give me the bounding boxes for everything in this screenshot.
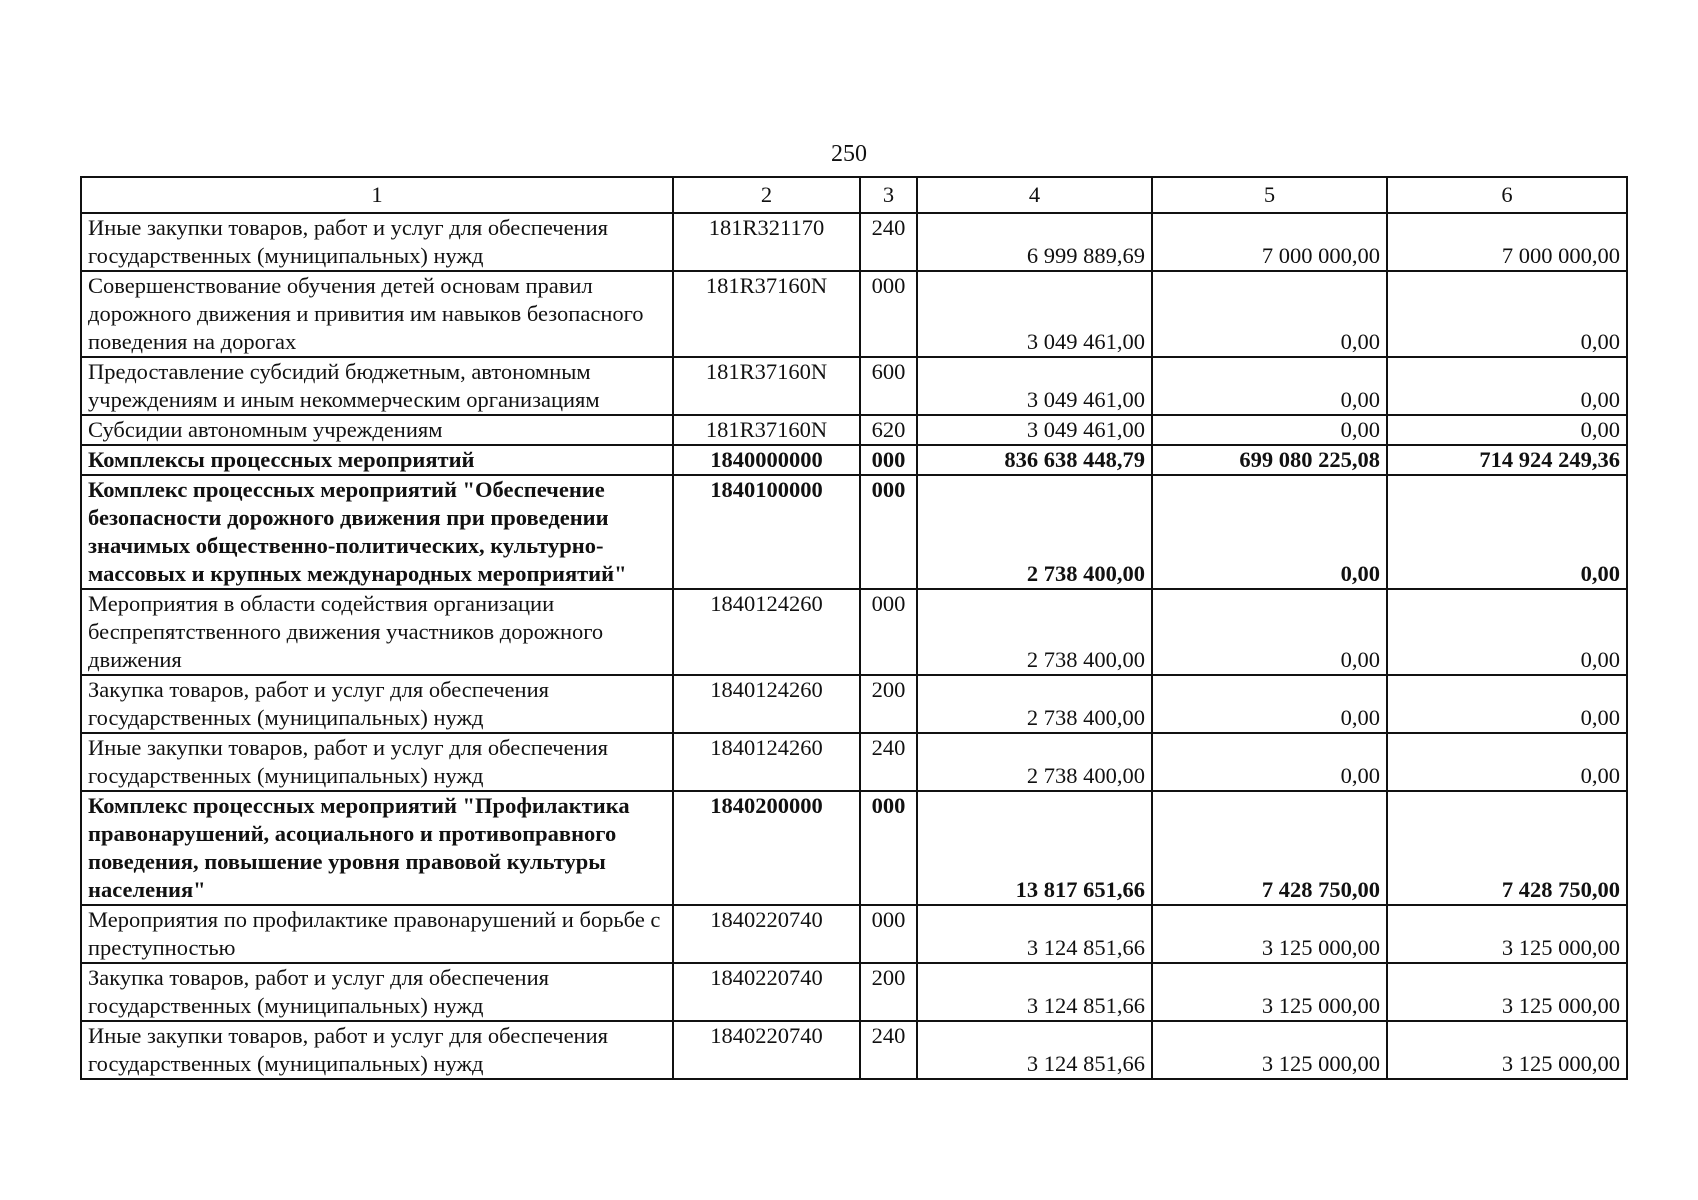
row-name-cell: Иные закупки товаров, работ и услуг для обеспечения государственных (муниципальных) нужд	[81, 733, 673, 791]
table-row	[81, 1021, 1627, 1079]
column-header: 2	[673, 177, 860, 213]
row-code-cell: 1840124260	[673, 733, 860, 791]
row-value-col6: 0,00	[1387, 675, 1627, 733]
row-value-col5: 3 125 000,00	[1152, 905, 1387, 963]
row-kind-cell: 000	[860, 589, 917, 675]
row-value-col4: 2 738 400,00	[917, 675, 1152, 733]
row-value-col6: 3 125 000,00	[1387, 1021, 1627, 1079]
row-kind-cell: 200	[860, 963, 917, 1021]
row-value-col6: 7 000 000,00	[1387, 213, 1627, 271]
table-row	[81, 271, 1627, 357]
row-kind-cell: 240	[860, 733, 917, 791]
row-value-col4: 2 738 400,00	[917, 733, 1152, 791]
row-value-col4: 2 738 400,00	[917, 475, 1152, 589]
row-value-col5: 0,00	[1152, 589, 1387, 675]
row-value-col6: 0,00	[1387, 733, 1627, 791]
row-code-cell: 1840124260	[673, 675, 860, 733]
row-value-col6: 0,00	[1387, 589, 1627, 675]
row-kind-cell: 000	[860, 271, 917, 357]
row-value-col5: 7 000 000,00	[1152, 213, 1387, 271]
column-number-row	[81, 177, 1627, 213]
column-header: 6	[1387, 177, 1627, 213]
table-row	[81, 905, 1627, 963]
row-kind-cell: 620	[860, 415, 917, 445]
row-value-col4: 3 124 851,66	[917, 963, 1152, 1021]
row-value-col5: 699 080 225,08	[1152, 445, 1387, 475]
row-kind-cell: 000	[860, 791, 917, 905]
row-name-cell: Предоставление субсидий бюджетным, автономным учреждениям и иным некоммерческим организациям	[81, 357, 673, 415]
row-name-cell: Субсидии автономным учреждениям	[81, 415, 673, 445]
row-name-cell: Мероприятия в области содействия организации беспрепятственного движения участников дорожного движения	[81, 589, 673, 675]
row-code-cell: 1840124260	[673, 589, 860, 675]
row-code-cell: 1840200000	[673, 791, 860, 905]
row-code-cell: 1840100000	[673, 475, 860, 589]
row-name-cell: Совершенствование обучения детей основам правил дорожного движения и привития им навыков безопасного поведения на дорогах	[81, 271, 673, 357]
row-value-col5: 0,00	[1152, 271, 1387, 357]
table-row	[81, 213, 1627, 271]
page-number: 250	[831, 141, 867, 167]
table-row	[81, 475, 1627, 589]
row-value-col4: 3 049 461,00	[917, 415, 1152, 445]
row-code-cell: 1840220740	[673, 963, 860, 1021]
row-value-col4: 3 049 461,00	[917, 357, 1152, 415]
table-row	[81, 733, 1627, 791]
row-value-col5: 0,00	[1152, 415, 1387, 445]
row-value-col5: 7 428 750,00	[1152, 791, 1387, 905]
table-row	[81, 357, 1627, 415]
row-kind-cell: 240	[860, 1021, 917, 1079]
table-row	[81, 963, 1627, 1021]
row-name-cell: Комплексы процессных мероприятий	[81, 445, 673, 475]
row-value-col6: 0,00	[1387, 271, 1627, 357]
row-value-col6: 7 428 750,00	[1387, 791, 1627, 905]
row-kind-cell: 000	[860, 445, 917, 475]
row-code-cell: 181R321170	[673, 213, 860, 271]
row-kind-cell: 000	[860, 475, 917, 589]
row-value-col6: 0,00	[1387, 357, 1627, 415]
row-value-col6: 3 125 000,00	[1387, 963, 1627, 1021]
budget-table	[80, 176, 1628, 1080]
row-name-cell: Комплекс процессных мероприятий "Обеспечение безопасности дорожного движения при проведении значимых общественно-политических, культурно-массовых и крупных международных мероприятий"	[81, 475, 673, 589]
row-value-col4: 13 817 651,66	[917, 791, 1152, 905]
row-value-col5: 3 125 000,00	[1152, 963, 1387, 1021]
row-value-col4: 3 124 851,66	[917, 1021, 1152, 1079]
row-code-cell: 1840000000	[673, 445, 860, 475]
row-value-col5: 3 125 000,00	[1152, 1021, 1387, 1079]
row-value-col4: 836 638 448,79	[917, 445, 1152, 475]
row-value-col6: 0,00	[1387, 415, 1627, 445]
row-value-col5: 0,00	[1152, 357, 1387, 415]
row-value-col6: 0,00	[1387, 475, 1627, 589]
row-name-cell: Комплекс процессных мероприятий "Профилактика правонарушений, асоциального и противоправного поведения, повышение уровня правовой культуры населения"	[81, 791, 673, 905]
table-row	[81, 589, 1627, 675]
row-value-col4: 3 049 461,00	[917, 271, 1152, 357]
row-value-col6: 714 924 249,36	[1387, 445, 1627, 475]
table-row	[81, 445, 1627, 475]
row-kind-cell: 000	[860, 905, 917, 963]
row-name-cell: Иные закупки товаров, работ и услуг для обеспечения государственных (муниципальных) нужд	[81, 213, 673, 271]
row-code-cell: 1840220740	[673, 905, 860, 963]
row-value-col5: 0,00	[1152, 733, 1387, 791]
row-value-col4: 3 124 851,66	[917, 905, 1152, 963]
row-value-col5: 0,00	[1152, 475, 1387, 589]
column-header: 3	[860, 177, 917, 213]
row-kind-cell: 600	[860, 357, 917, 415]
row-value-col4: 6 999 889,69	[917, 213, 1152, 271]
table-row	[81, 791, 1627, 905]
column-header: 1	[81, 177, 673, 213]
row-kind-cell: 240	[860, 213, 917, 271]
column-header: 4	[917, 177, 1152, 213]
table-row	[81, 675, 1627, 733]
row-value-col6: 3 125 000,00	[1387, 905, 1627, 963]
row-kind-cell: 200	[860, 675, 917, 733]
row-value-col5: 0,00	[1152, 675, 1387, 733]
row-code-cell: 181R37160N	[673, 271, 860, 357]
row-code-cell: 181R37160N	[673, 415, 860, 445]
table-row	[81, 415, 1627, 445]
row-name-cell: Иные закупки товаров, работ и услуг для обеспечения государственных (муниципальных) нужд	[81, 1021, 673, 1079]
row-value-col4: 2 738 400,00	[917, 589, 1152, 675]
row-code-cell: 181R37160N	[673, 357, 860, 415]
column-header: 5	[1152, 177, 1387, 213]
row-name-cell: Мероприятия по профилактике правонарушений и борьбе с преступностью	[81, 905, 673, 963]
row-name-cell: Закупка товаров, работ и услуг для обеспечения государственных (муниципальных) нужд	[81, 675, 673, 733]
row-name-cell: Закупка товаров, работ и услуг для обеспечения государственных (муниципальных) нужд	[81, 963, 673, 1021]
row-code-cell: 1840220740	[673, 1021, 860, 1079]
